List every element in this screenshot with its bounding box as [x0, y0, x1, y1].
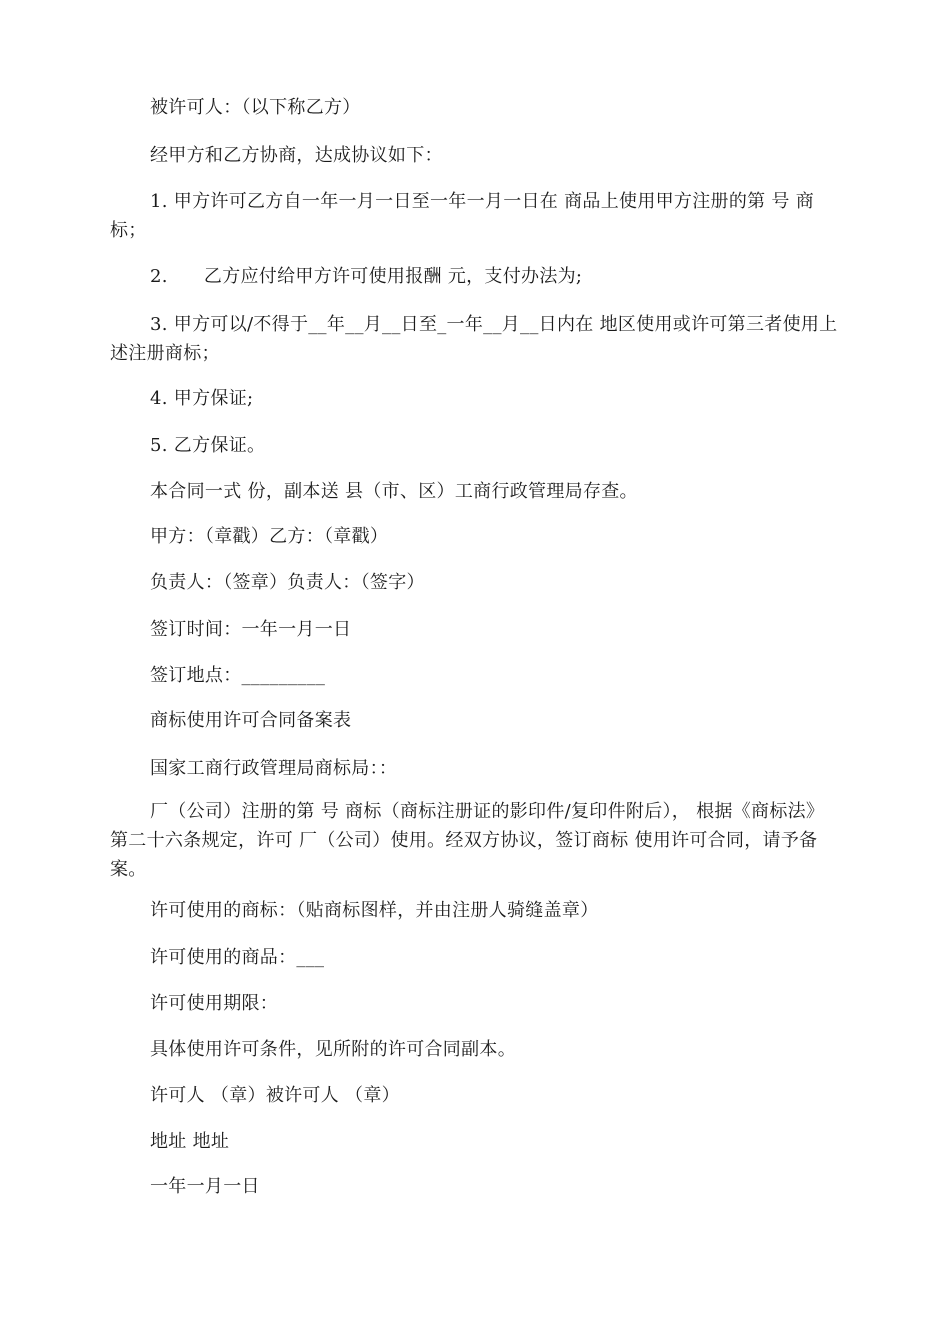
licensed-goods-line: 许可使用的商品：___ — [150, 947, 325, 968]
clause-4: 4. 甲方保证; — [150, 388, 254, 409]
copies-line: 本合同一式 份，副本送 县（市、区）工商行政管理局存查。 — [150, 481, 638, 502]
license-term-line: 许可使用期限： — [150, 993, 279, 1014]
date-line: 一年一月一日 — [150, 1176, 260, 1197]
clause-5: 5. 乙方保证。 — [150, 435, 266, 456]
licensee-line: 被许可人：（以下称乙方） — [150, 97, 361, 118]
clause-2: 2. 乙方应付给甲方许可使用报酬 元，支付办法为; — [150, 266, 583, 287]
party-seal-line: 甲方：（章戳）乙方：（章戳） — [150, 526, 389, 547]
licensed-trademark-line: 许可使用的商标：（贴商标图样，并由注册人骑缝盖章） — [150, 900, 599, 921]
clause-1: 1. 甲方许可乙方自一年一月一日至一年一月一日在 商品上使用甲方注册的第 号 商标； — [110, 191, 815, 241]
signing-date-line: 签订时间：一年一月一日 — [150, 619, 352, 640]
signing-place-line: 签订地点：_________ — [150, 665, 326, 686]
filing-request-paragraph: 厂（公司）注册的第 号 商标（商标注册证的影印件/复印件附后）， 根据《商标法》第二十六条规定，许可 厂（公司）使用。经双方协议，签订商标 使用许可合同，请予备案。 — [110, 801, 825, 880]
responsible-person-line: 负责人：（签章）负责人：（签字） — [150, 572, 425, 593]
filing-form-title: 商标使用许可合同备案表 — [150, 710, 352, 731]
agreement-intro: 经甲方和乙方协商，达成协议如下： — [150, 145, 443, 166]
addressee-line: 国家工商行政管理局商标局：： — [150, 758, 398, 779]
license-conditions-line: 具体使用许可条件，见所附的许可合同副本。 — [150, 1039, 516, 1060]
address-line: 地址 地址 — [150, 1131, 230, 1152]
clause-3: 3. 甲方可以/不得于__年__月__日至_一年__月__日内在 地区使用或许可第三者使用上述注册商标； — [110, 314, 838, 364]
licensor-seal-line: 许可人 （章）被许可人 （章） — [150, 1085, 400, 1106]
